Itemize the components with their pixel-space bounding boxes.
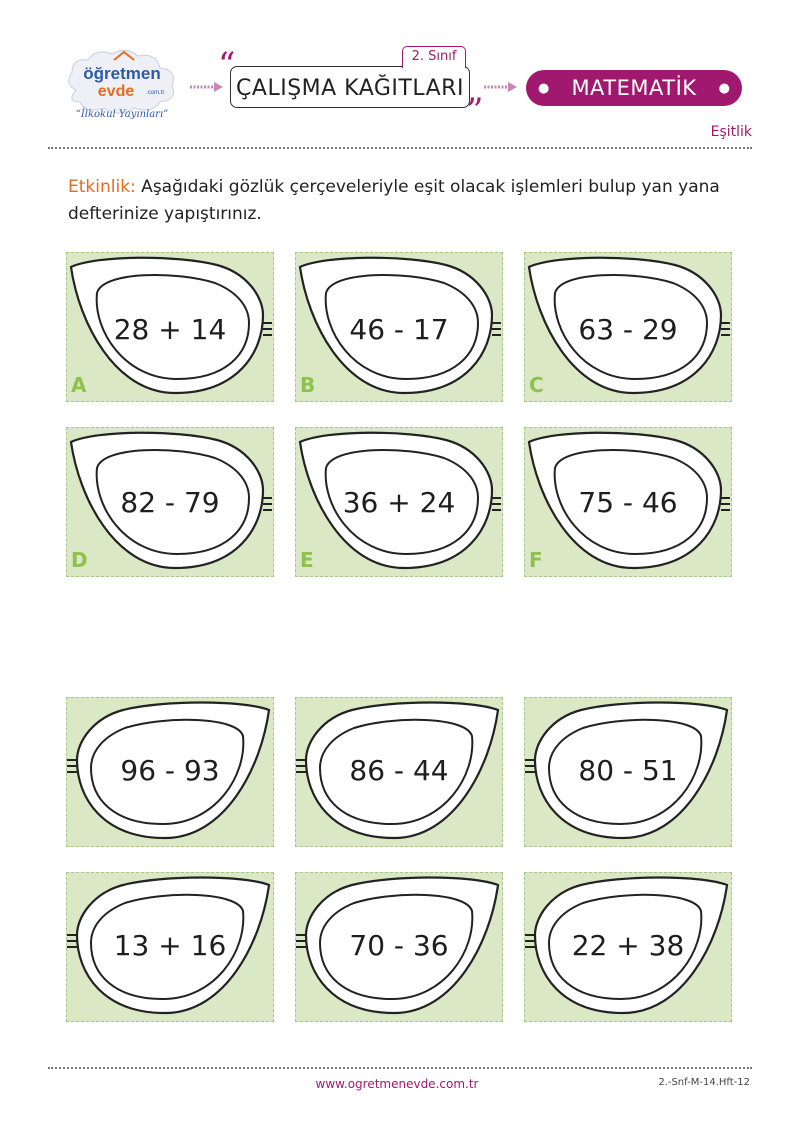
glasses-card-a[interactable] [66, 252, 274, 402]
grade-label: 2. Sınıf [402, 46, 466, 68]
footer-divider [48, 1067, 752, 1069]
topic-label: Eşitlik [710, 124, 752, 140]
close-quote-icon: ” [466, 91, 484, 131]
header-divider [48, 147, 752, 149]
open-quote-icon: “ [218, 45, 236, 85]
glasses-card-b[interactable] [295, 252, 503, 402]
glasses-card-e[interactable] [295, 427, 503, 577]
logo-tagline: “İlkokul Yayınları” [75, 109, 169, 120]
frame-letter: E [300, 548, 314, 572]
subject-badge [526, 70, 742, 106]
glasses-card-c[interactable] [524, 252, 732, 402]
answer-card[interactable] [524, 697, 732, 847]
answer-expression: 86 - 44 [349, 754, 449, 787]
logo-top-text: öğretmen [83, 64, 161, 83]
worksheet-title-box [230, 66, 470, 108]
logo-domain-text: .com.tr [146, 90, 165, 96]
footer-page-code: 2.-Snf-M-14.Hft-12 [658, 1077, 750, 1088]
answer-card[interactable] [524, 872, 732, 1022]
activity-text: Aşağıdaki gözlük çerçeveleriyle eşit olacak işlemleri bulup yan yana defterinize yapıştırınız. [68, 177, 720, 224]
publisher-logo [62, 44, 184, 128]
frame-expression: 63 - 29 [578, 313, 678, 346]
frame-expression: 46 - 17 [349, 313, 449, 346]
activity-instruction [68, 174, 728, 228]
glasses-card-d[interactable] [66, 427, 274, 577]
bullet-icon: ● [718, 80, 730, 96]
answer-card[interactable] [66, 697, 274, 847]
frame-letter: D [71, 548, 88, 572]
glasses-card-f[interactable] [524, 427, 732, 577]
answer-expression: 96 - 93 [120, 754, 220, 787]
footer-website-link[interactable]: www.ogretmenevde.com.tr [315, 1077, 479, 1091]
answer-expression: 22 + 38 [571, 929, 685, 962]
activity-lead: Etkinlik: [68, 177, 136, 197]
logo-bottom-text: evde [97, 83, 135, 100]
frame-expression: 82 - 79 [120, 486, 220, 519]
frame-letter: C [529, 373, 544, 397]
frame-expression: 28 + 14 [113, 313, 227, 346]
worksheet-title: ÇALIŞMA KAĞITLARI [236, 76, 464, 101]
answer-expression: 70 - 36 [349, 929, 449, 962]
answer-expression: 80 - 51 [578, 754, 678, 787]
answer-card[interactable] [295, 697, 503, 847]
answer-expression: 13 + 16 [113, 929, 227, 962]
subject-label: MATEMATİK [571, 76, 697, 100]
frame-letter: B [300, 373, 316, 397]
answer-card[interactable] [295, 872, 503, 1022]
frame-expression: 75 - 46 [578, 486, 678, 519]
arrow-right-icon [484, 81, 518, 93]
answer-card[interactable] [66, 872, 274, 1022]
frame-expression: 36 + 24 [342, 486, 456, 519]
bullet-icon: ● [538, 80, 550, 96]
frame-letter: A [71, 373, 87, 397]
frame-letter: F [529, 548, 543, 572]
